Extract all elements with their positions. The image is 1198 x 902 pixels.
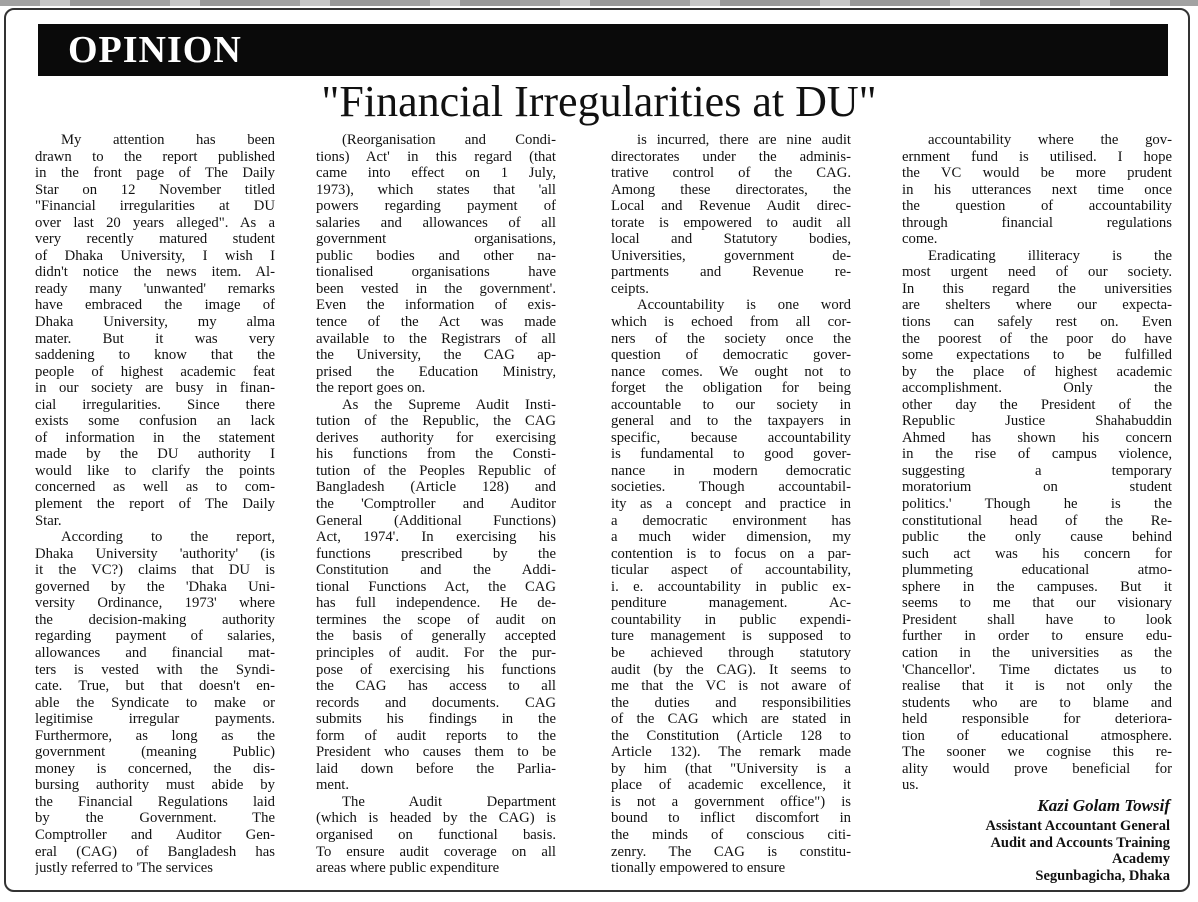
article-line: by him (that "University is a [611,760,851,777]
article-line: President who causes them to be [316,744,556,761]
article-line: cate. True, but that doesn't en- [35,678,275,695]
article-line: ceipts. [611,280,649,297]
author-affiliation [902,818,1170,884]
article-line: ters is vested with the Syndi- [35,661,275,678]
article-line: are shelters where our expecta- [902,297,1172,314]
article-line: principles of audit. For the pur- [316,644,556,661]
article-line: accountable to our society in [611,396,851,413]
article-line: prised the Education Ministry, [316,363,556,380]
article-line: public bodies and other na- [316,247,556,264]
article-line: Furthermore, as long as the [35,727,275,744]
article-line: legitimise irregular payments. [35,711,275,728]
article-line: government organisations, [316,231,556,248]
article-line: made by the DU authority I [35,446,275,463]
article-line: the minds of conscious citi- [611,826,851,843]
article-line: saddening to know that the [35,347,275,364]
article-column-4 [902,132,1172,794]
article-line: available to the Registrars of all [316,330,556,347]
article-line: Constitution and the Addi- [316,562,556,579]
article-line: a democratic environment has [611,512,851,529]
article-line: Act, 1974'. In exercising his [316,529,556,546]
article-line: place of academic excellence, it [611,777,851,794]
article-line: the 'Comptroller and Auditor [316,496,556,513]
article-column-3 [611,132,851,877]
article-line: bursing authority must abide by [35,777,275,794]
article-line: submits his findings in the [316,711,556,728]
article-line: i. e. accountability in public ex- [611,578,851,595]
article-line: has full independence. He de- [316,595,556,612]
article-line: public the only cause behind [902,529,1172,546]
article-line: people of highest academic feat [35,363,275,380]
article-line: of information in the statement [35,429,275,446]
article-line: of the CAG which are stated in [611,711,851,728]
article-line: suggesting a temporary [902,462,1172,479]
article-line: termines the scope of audit on [316,611,556,628]
article-line: in his utterances next time once [902,181,1172,198]
article-line: is incurred, there are nine audit [637,132,851,148]
article-line: directorates under the adminis- [611,148,851,165]
article-line: plummeting educational atmo- [902,562,1172,579]
article-line: nance in modern democratic [611,462,851,479]
article-line: his functions from the Consti- [316,446,556,463]
article-line: money is concerned, the dis- [35,760,275,777]
article-line: the CAG has access to all [316,678,556,695]
article-line: zenry. The CAG is constitu- [611,843,851,860]
article-line: ticular aspect of accountability, [611,562,851,579]
author-title-1: Assistant Accountant General [985,818,1170,834]
article-line: us. [902,777,919,794]
article-line: in the front page of The Daily [35,165,275,182]
article-line: Even the information of exis- [316,297,556,314]
article-line: form of audit reports to the [316,727,556,744]
article-line: Republic Justice Shahabuddin [902,413,1172,430]
article-line: contention is to focus on a par- [611,545,851,562]
article-line: 1973), which states that 'all [316,181,556,198]
article-line: According to the report, [61,529,275,546]
article-line: cation in the universities as the [902,644,1172,661]
article-line: constitutional head of the Re- [902,512,1172,529]
article-line: over last 20 years alleged". As a [35,214,275,231]
article-line: accountability where the gov- [928,132,1172,148]
article-line: ality would prove beneficial for [902,760,1172,777]
article-line: "Financial irregularities at DU [35,198,275,215]
article-line: 'Chancellor'. Time dictates us to [902,661,1172,678]
article-line: Star. [35,512,62,529]
article-line: concerned as well as to com- [35,479,275,496]
article-line: tionalised organisations have [316,264,556,281]
article-line: ners of the society once the [611,330,851,347]
article-line: didn't notice the news item. Al- [35,264,275,281]
article-line: countability in public expendi- [611,611,851,628]
article-line: ment. [316,777,350,794]
article-line: most urgent need of our society. [902,264,1172,281]
article-line: (Reorganisation and Condi- [342,132,556,148]
page-top-edge [0,0,1198,6]
article-line: the Financial Regulations laid [35,793,275,810]
article-line: in our society are busy in finan- [35,380,275,397]
article-line: me that the VC is not aware of [611,678,851,695]
article-line: seems to me that our visionary [902,595,1172,612]
article-line: cial irregularities. Since there [35,396,275,413]
article-line: held responsible for deteriora- [902,711,1172,728]
article-line: would like to clarify the points [35,462,275,479]
article-line: audit (by the CAG). It seems to [611,661,851,678]
article-line: come. [902,231,938,248]
article-line: is not a government office") is [611,793,851,810]
article-line: ity as a concept and practice in [611,496,851,513]
article-line: been vested in the government'. [316,280,556,297]
article-line: Among these directorates, the [611,181,851,198]
author-title-2: Audit and Accounts Training [990,834,1170,851]
article-line: trative control of the CAG. [611,165,851,182]
article-line: General (Additional Functions) [316,512,556,529]
article-line: in the rise of campus violence, [902,446,1172,463]
article-line: it the VC?) claims that DU is [35,562,275,579]
article-line: other day the President of the [902,396,1172,413]
article-line: moratorium on student [902,479,1172,496]
article-line: such act was his concern for [902,545,1172,562]
article-line: government (meaning Public) [35,744,275,761]
section-label: OPINION [68,29,242,71]
article-line: students who are to blame and [902,694,1172,711]
article-line: able the Syndicate to make or [35,694,275,711]
article-line: ready many 'unwanted' remarks [35,280,275,297]
article-line: exists some confusion an lack [35,413,275,430]
article-line: the poorest of the poor do have [902,330,1172,347]
article-line: further in order to ensure edu- [902,628,1172,645]
article-line: question of democratic gover- [611,347,851,364]
article-line: by the Government. The [35,810,275,827]
article-line: the basis of generally accepted [316,628,556,645]
article-line: Comptroller and Auditor Gen- [35,826,275,843]
article-line: Accountability is one word [637,297,851,314]
article-line: realise that it is not only the [902,678,1172,695]
article-line: versity Ordinance, 1973' where [35,595,275,612]
article-line: tution of the Peoples Republic of [316,462,556,479]
article-line: have embraced the image of [35,297,275,314]
article-column-1 [35,132,275,877]
article-line: the question of accountability [902,198,1172,215]
article-line: very recently matured student [35,231,275,248]
article-line: forget the obligation for being [611,380,851,397]
author-title-3: Academy [1112,851,1170,867]
article-line: Eradicating illiteracy is the [928,247,1172,264]
article-line: specific, because accountability [611,429,851,446]
article-line: plement the report of The Daily [35,496,275,513]
section-banner [38,24,1168,76]
article-line: In this regard the universities [902,280,1172,297]
article-line: accomplishment. Only the [902,380,1172,397]
article-line: the report goes on. [316,380,426,397]
article-line: penditure management. Ac- [611,595,851,612]
article-line: tions can safely rest on. Even [902,314,1172,331]
article-line: To ensure audit coverage on all [316,843,556,860]
article-line: tionally empowered to ensure [611,860,786,877]
article-line: Dhaka University, my alma [35,314,275,331]
article-line: nance comes. We ought not to [611,363,851,380]
article-line: tions) Act' in this regard (that [316,148,556,165]
article-line: The Audit Department [342,793,556,810]
article-line: of Dhaka University, I wish I [35,247,275,264]
article-line: (which is headed by the CAG) is [316,810,556,827]
article-line: Ahmed has shown his concern [902,429,1172,446]
article-line: eral (CAG) of Bangladesh has [35,843,275,860]
article-line: partments and Revenue re- [611,264,851,281]
article-line: local and Statutory bodies, [611,231,851,248]
article-line: regarding payment of salaries, [35,628,275,645]
article-line: tional Functions Act, the CAG [316,578,556,595]
article-line: tence of the Act was made [316,314,556,331]
article-line: ture management is supposed to [611,628,851,645]
article-line: some expectations to be fulfilled [902,347,1172,364]
author-name: Kazi Golam Towsif [1037,796,1170,815]
article-line: areas where public expenditure [316,860,500,877]
article-line: which is echoed from all cor- [611,314,851,331]
article-line: the Constitution (Article 128 to [611,727,851,744]
article-line: governed by the 'Dhaka Uni- [35,578,275,595]
article-line: records and documents. CAG [316,694,556,711]
article-line: bound to inflict discomfort in [611,810,851,827]
article-line: societies. Though accountabil- [611,479,851,496]
article-line: powers regarding payment of [316,198,556,215]
article-column-2 [316,132,556,877]
article-line: is fundamental to good gover- [611,446,851,463]
article-line: President shall have to look [902,611,1172,628]
article-line: the University, the CAG ap- [316,347,556,364]
author-location: Segunbagicha, Dhaka [1035,867,1170,884]
article-line: came into effect on 1 July, [316,165,556,182]
article-line: justly referred to 'The services [35,860,214,877]
article-line: Bangladesh (Article 128) and [316,479,556,496]
article-line: drawn to the report published [35,148,275,165]
article-line: tution of the Republic, the CAG [316,413,556,430]
article-line: sphere in the campuses. But it [902,578,1172,595]
article-line: be achieved through statutory [611,644,851,661]
article-line: politics.' Though he is the [902,496,1172,513]
article-line: The sooner we cognise this re- [902,744,1172,761]
article-line: Local and Revenue Audit direc- [611,198,851,215]
article-line: Dhaka University 'authority' (is [35,545,275,562]
article-line: Star on 12 November titled [35,181,275,198]
article-line: functions prescribed by the [316,545,556,562]
article-line: through financial regulations [902,214,1172,231]
article-line: My attention has been [61,132,275,148]
article-line: the VC would be more prudent [902,165,1172,182]
article-line: ernment fund is utilised. I hope [902,148,1172,165]
article-line: by the place of highest academic [902,363,1172,380]
article-line: laid down before the Parlia- [316,760,556,777]
article-line: pose of exercising his functions [316,661,556,678]
article-line: a much wider dimension, my [611,529,851,546]
article-headline: "Financial Irregularities at DU" [321,77,877,126]
article-line: Article 132). The remark made [611,744,851,761]
article-line: the duties and responsibilities [611,694,851,711]
article-line: As the Supreme Audit Insti- [342,396,556,413]
article-line: tion of educational atmosphere. [902,727,1172,744]
article-line: salaries and allowances of all [316,214,556,231]
article-line: Universities, government de- [611,247,851,264]
article-line: derives authority for exercising [316,429,556,446]
article-line: torate is empowered to audit all [611,214,851,231]
article-line: mater. But it was very [35,330,275,347]
article-line: allowances and financial mat- [35,644,275,661]
article-line: organised on functional basis. [316,826,556,843]
article-line: the decision-making authority [35,611,275,628]
article-line: general and to the taxpayers in [611,413,851,430]
